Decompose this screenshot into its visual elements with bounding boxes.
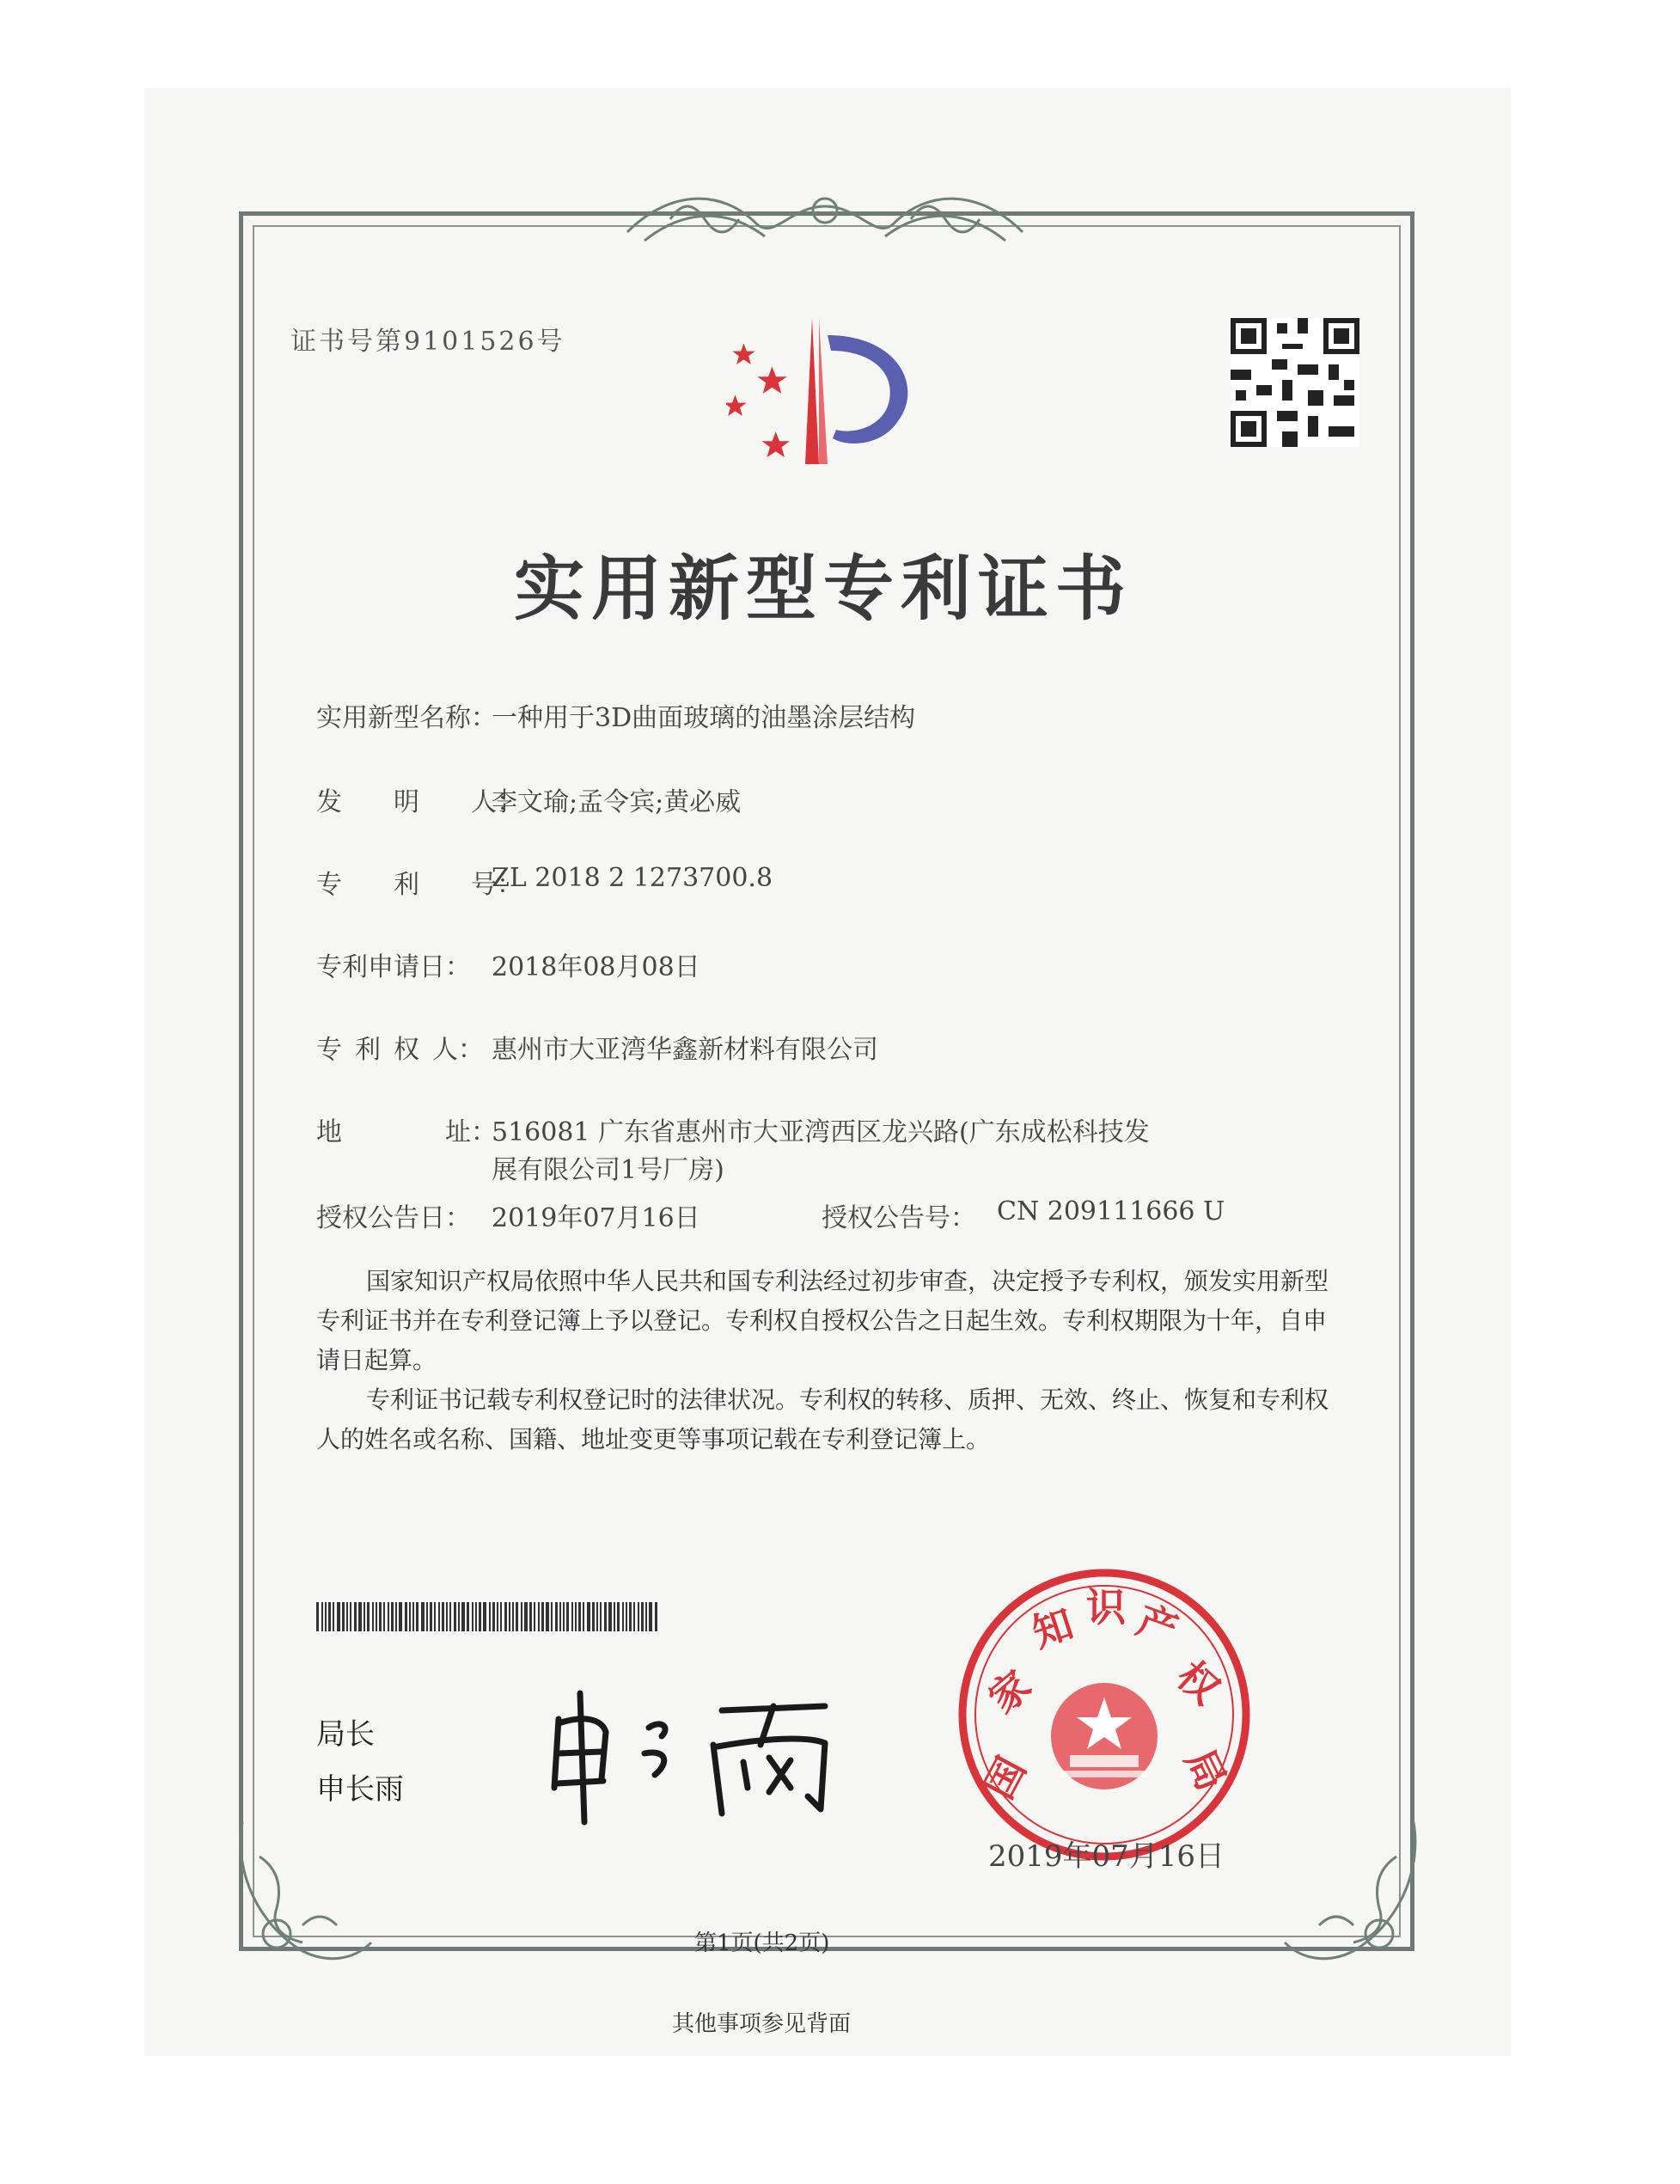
svg-text:识: 识 (1086, 1584, 1126, 1630)
qr-code-icon (1231, 318, 1359, 447)
svg-text:权: 权 (1168, 1652, 1229, 1714)
barcode (316, 1602, 660, 1631)
svg-text:局: 局 (1176, 1741, 1236, 1798)
field-value-grant-date: 2019年07月16日 (492, 1203, 700, 1233)
svg-text:国: 国 (975, 1749, 1035, 1807)
bottom-right-ornament (1276, 1805, 1431, 1977)
seal-date: 2019年07月16日 (988, 1839, 1225, 1874)
field-label-patent-no: 专 利 号： (316, 870, 522, 900)
field-label-address: 地 址： (316, 1117, 497, 1147)
field-label-grant-no: 授权公告号： (822, 1203, 976, 1233)
field-value-inventor: 李文瑜;孟令宾;黄必威 (492, 787, 742, 817)
svg-text:家: 家 (980, 1661, 1041, 1722)
certificate-number: 证书号第9101526号 (290, 327, 565, 357)
paragraph-legal-status: 专利证书记载专利权登记时的法律状况。专利权的转移、质押、无效、终止、恢复和专利权人的姓名或名称、国籍、地址变更等事项记载在专利登记簿上。 (316, 1386, 1329, 1453)
patent-office-logo (726, 309, 932, 473)
page-info: 第1页(共2页) (694, 1930, 830, 1956)
signer-name: 申长雨 (316, 1772, 404, 1807)
field-value-patent-no: ZL 2018 2 1273700.8 (492, 863, 773, 893)
field-value-address-line1: 516081 广东省惠州市大亚湾西区龙兴路(广东成松科技发 (492, 1117, 1150, 1147)
svg-text:产: 产 (1131, 1596, 1184, 1654)
field-label-name: 实用新型名称： (316, 703, 497, 733)
back-note: 其他事项参见背面 (672, 2011, 852, 2037)
field-value-grant-no: CN 209111666 U (997, 1196, 1225, 1227)
field-value-patentee: 惠州市大亚湾华鑫新材料有限公司 (492, 1035, 878, 1065)
page-title: 实用新型专利证书 (514, 548, 1133, 630)
handwritten-signature (541, 1685, 851, 1831)
paragraph-grant-statement: 国家知识产权局依照中华人民共和国专利法经过初步审查，决定授予专利权，颁发实用新型专利证书并在专利登记簿上予以登记。专利权自授权公告之日起生效。专利权期限为十年，自申请日起算。 (316, 1267, 1329, 1374)
field-value-filing-date: 2018年08月08日 (492, 952, 700, 982)
field-label-grant-date: 授权公告日： (316, 1203, 471, 1233)
field-label-inventor: 发 明 人： (316, 787, 522, 817)
field-label-patentee: 专 利 权 人： (316, 1035, 484, 1065)
svg-text:知: 知 (1026, 1600, 1079, 1657)
signer-title: 局长 (316, 1717, 375, 1752)
top-ornament (619, 172, 1031, 258)
field-value-address-line2: 展有限公司1号厂房) (492, 1155, 724, 1185)
field-value-name: 一种用于3D曲面玻璃的油墨涂层结构 (492, 703, 916, 733)
bottom-left-ornament (225, 1805, 380, 1977)
field-label-filing-date: 专利申请日： (316, 952, 471, 982)
official-seal (954, 1564, 1255, 1865)
